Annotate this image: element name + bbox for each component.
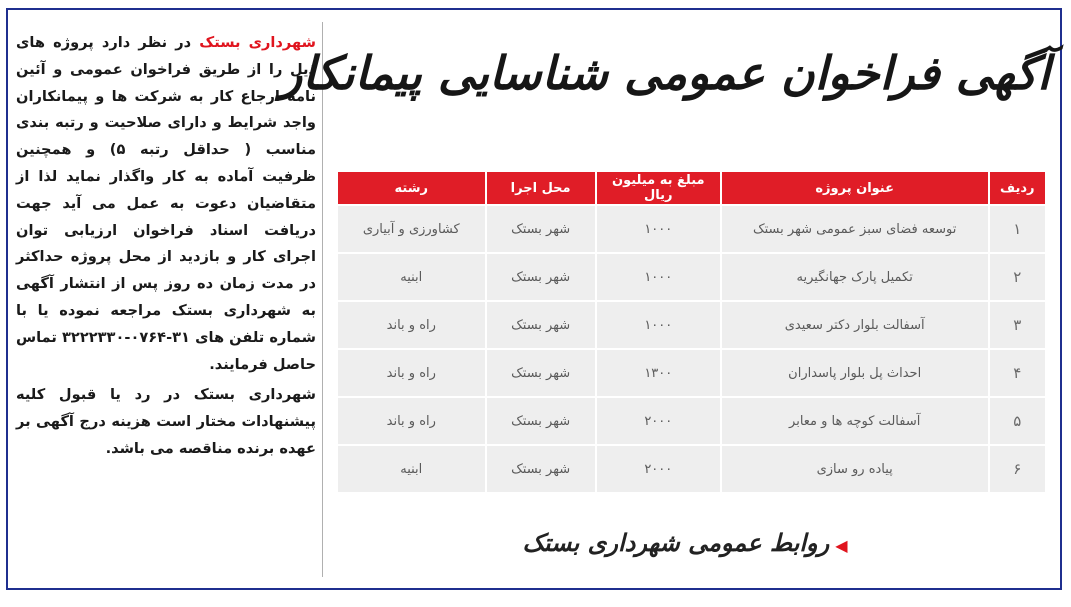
cell-amount: ۱۰۰۰ [597, 206, 720, 252]
cell-place: شهر بستک [487, 398, 595, 444]
cell-field: راه و باند [338, 398, 485, 444]
header-field: رشته [338, 172, 485, 204]
bullet-arrow-icon: ◀ [835, 536, 848, 555]
projects-table [336, 170, 1047, 494]
table-row [338, 254, 1045, 300]
header-row-number: ردیف [990, 172, 1045, 204]
table-row [338, 350, 1045, 396]
cell-row-number: ۳ [990, 302, 1045, 348]
intro-paragraph-2: شهرداری بستک در رد یا قبول کلیه پیشنهادات مختار است هزینه درج آگهی بر عهده برنده مناقصه می باشد. [16, 386, 316, 457]
cell-amount: ۲۰۰۰ [597, 398, 720, 444]
table-row [338, 302, 1045, 348]
intro-paragraph-1 [16, 30, 316, 378]
header-project-title: عنوان پروژه [722, 172, 988, 204]
cell-field: ابنیه [338, 254, 485, 300]
cell-field: راه و باند [338, 350, 485, 396]
intro-lead: شهرداری بستک [199, 34, 316, 51]
page-title: آگهی فراخوان عمومی شناسایی پیمانکار [280, 46, 1050, 100]
cell-project-title: توسعه فضای سبز عمومی شهر بستک [722, 206, 988, 252]
table-row [338, 446, 1045, 492]
cell-place: شهر بستک [487, 206, 595, 252]
cell-field: کشاورزی و آبیاری [338, 206, 485, 252]
cell-amount: ۱۳۰۰ [597, 350, 720, 396]
cell-amount: ۲۰۰۰ [597, 446, 720, 492]
cell-row-number: ۴ [990, 350, 1045, 396]
table-row [338, 206, 1045, 252]
intro-text [16, 30, 316, 463]
footer-signature [520, 528, 850, 557]
footer-text: روابط عمومی شهرداری بستک [522, 528, 830, 557]
cell-project-title: احداث پل بلوار پاسداران [722, 350, 988, 396]
cell-row-number: ۶ [990, 446, 1045, 492]
header-place: محل اجرا [487, 172, 595, 204]
cell-row-number: ۵ [990, 398, 1045, 444]
cell-project-title: پیاده رو سازی [722, 446, 988, 492]
intro-paragraph-1-rest: در نظر دارد پروژه های ذیل را از طریق فراخوان عمومی و آئین نامه ارجاع کار به شرکت ها و پیمانکاران واجد شرایط و دارای صلاحیت و رتبه بندی مناسب ( حداقل رتبه ۵) و همچنین ظرفیت آماده به کار واگذار نماید لذا از متقاضیان دعوت به عمل می آید جهت دریافت اسناد فراخوان ارزیابی توان اجرای کار و بازدید از محل پروژه حداکثر در مدت زمان ده روز پس از انتشار آگهی به شهرداری بستک مراجعه نموده یا با شماره تلفن های ۳۱-۰۷۶۴-۳۲۲۲۳۳۰ تماس حاصل فرمایند. [16, 34, 317, 373]
cell-amount: ۱۰۰۰ [597, 302, 720, 348]
table-row [338, 398, 1045, 444]
cell-field: راه و باند [338, 302, 485, 348]
cell-project-title: آسفالت کوچه ها و معابر [722, 398, 988, 444]
cell-amount: ۱۰۰۰ [597, 254, 720, 300]
cell-place: شهر بستک [487, 350, 595, 396]
table-header-row [338, 172, 1045, 204]
cell-row-number: ۲ [990, 254, 1045, 300]
cell-field: ابنیه [338, 446, 485, 492]
cell-project-title: آسفالت بلوار دکتر سعیدی [722, 302, 988, 348]
cell-place: شهر بستک [487, 446, 595, 492]
cell-project-title: تکمیل پارک جهانگیریه [722, 254, 988, 300]
cell-place: شهر بستک [487, 302, 595, 348]
column-divider [322, 22, 323, 577]
cell-place: شهر بستک [487, 254, 595, 300]
header-amount: مبلغ به میلیون ریال [597, 172, 720, 204]
cell-row-number: ۱ [990, 206, 1045, 252]
